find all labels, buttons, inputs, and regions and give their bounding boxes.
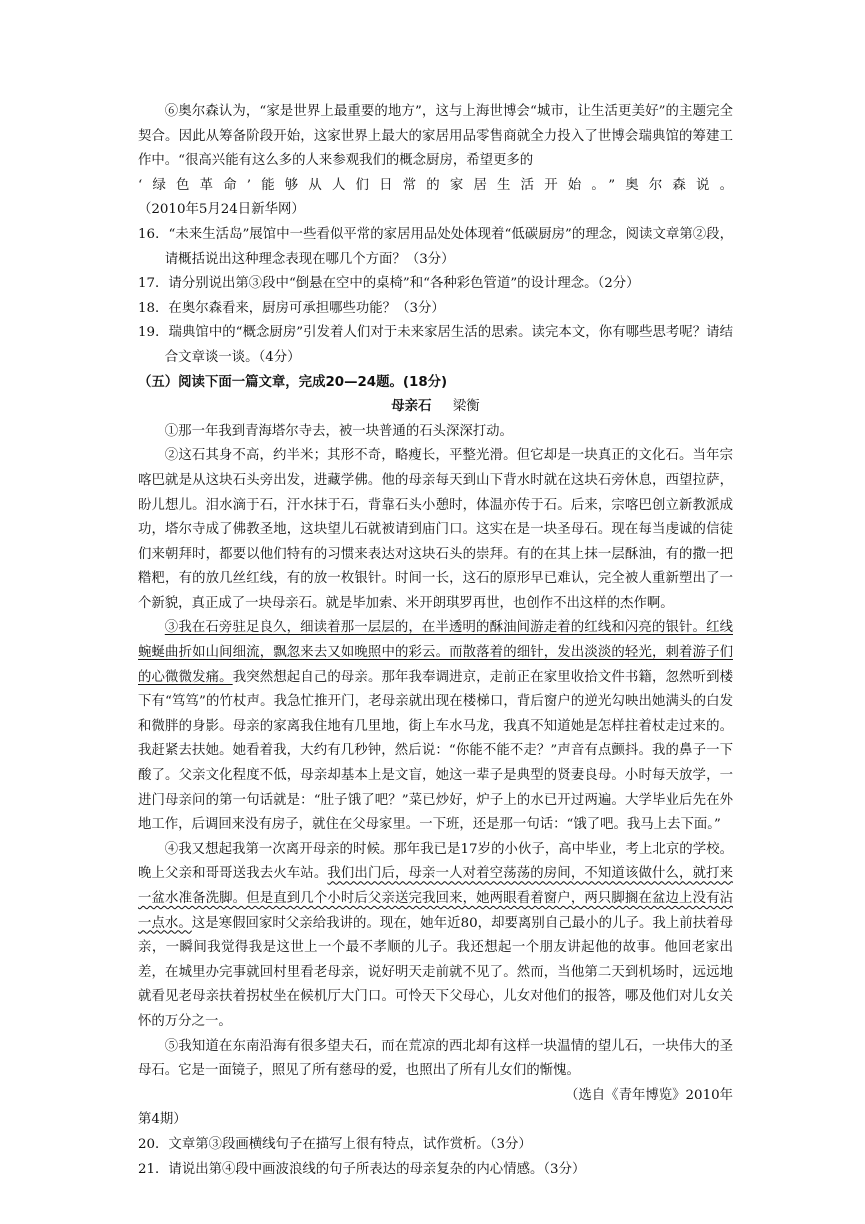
article-paragraph-4: [138, 838, 733, 1035]
article-heading: [138, 395, 733, 420]
underlined-sentence: ③我在石旁驻足良久，细读着那一层层的，在半透明的酥油间游走着的红线和闪亮的银针。红线蜿蜒曲折如山间细流，飘忽来去又如晚照中的彩云。而散落着的细针，发出淡淡的轻光，刺着游子们的心微微发痛。: [138, 620, 733, 685]
paragraph-6-source: （2010年5月24日新华网）: [138, 202, 305, 218]
article-paragraph-5: ⑤我知道在东南沿海有很多望夫石，而在荒凉的西北却有这样一块温情的望儿石，一块伟大的圣母石。它是一面镜子，照见了所有慈母的爱，也照出了所有儿女们的惭愧。: [138, 1038, 733, 1079]
paragraph-4-after: 这是寒假回家时父亲给我讲的。现在，她年近80，却要离别自己最小的儿子。我上前扶着母亲，一瞬间我觉得我是这世上一个最不孝顺的儿子。我还想起一个朋友讲起他的故事。他回老家出差，在城里办完事就回村里看老母亲，说好明天走前就不见了。然而，当他第二天到机场时，远远地就看见老母亲扶着拐杖坐在候机厅大门口。可怜天下父母心，儿女对他们的报答，哪及他们对儿女关怀的万分之一。: [138, 915, 733, 1029]
paragraph-4-before: ④我又想起我第一次离开母亲的时候。那年我已是17岁的小伙子，高中毕业，考上北京的学校。晚上父亲和哥哥送我去火车站。: [138, 841, 733, 882]
question-21: 21．请说出第④段中画波浪线的句子所表达的母亲复杂的内心情感。（3分）: [138, 1161, 586, 1177]
article-title: 母亲石: [391, 399, 432, 415]
citation-line-1: （选自《青年博览》2010年: [565, 1087, 733, 1103]
paragraph-6: [138, 100, 733, 174]
article-paragraph-3: [138, 616, 733, 837]
question-20: 20．文章第③段画横线句子在描写上很有特点，试作赏析。（3分）: [138, 1136, 532, 1152]
article-author: 梁衡: [452, 399, 480, 415]
question-17: 17．请分别说出第③段中“倒悬在空中的桌椅”和“各种彩色管道”的设计理念。（2分）: [138, 276, 640, 292]
section-5-heading: （五）阅读下面一篇文章，完成20—24题。(18分): [138, 374, 448, 390]
paragraph-6-text: ⑥奥尔森认为，“家是世界上最重要的地方”，这与上海世博会“城市，让生活更美好”的主题完全契合。因此从筹备阶段开始，这家世界上最大的家居用品零售商就全力投入了世博会瑞典馆的筹建工作中。“很高兴能有这么多的人来参观我们的概念厨房，希望更多的: [138, 104, 733, 169]
wavy-underlined-sentence: 我们出门后，母亲一人对着空荡荡的房间，不知道该做什么，就打来一盆水准备洗脚。但是直到几个小时后父亲送完我回来，她两眼看着窗户，两只脚搁在盆边上没有沾一点水。: [138, 866, 734, 931]
question-18: 18．在奥尔森看来，厨房可承担哪些功能？（3分）: [138, 300, 445, 316]
paragraph-3-rest: 我突然想起自己的母亲。那年我奉调进京，走前正在家里收拾文件书籍，忽然听到楼下有“笃笃”的竹杖声。我急忙推开门，老母亲就出现在楼梯口，背后窗户的逆光勾映出她满头的白发和微胖的身影。母亲的家离我住地有几里地，街上车水马龙，我真不知道她是怎样拄着杖走过来的。我赶紧去扶她。她看着我，大约有几秒钟，然后说：“你能不能不走？”声音有点颤抖。我的鼻子一下酸了。父亲文化程度不低，母亲却基本上是文盲，她这一辈子是典型的贤妻良母。小时每天放学，一进门母亲问的第一句话就是：“肚子饿了吧？”菜已炒好，炉子上的水已开过两遍。大学毕业后先在外地工作，后调回来没有房子，就住在父母家里。一下班，还是那一句话：“饿了吧。我马上去下面。”: [138, 669, 734, 833]
article-paragraph-2: ②这石其身不高，约半米；其形不奇，略瘦长，平整光滑。但它却是一块真正的文化石。当年宗喀巴就是从这块石头旁出发，进藏学佛。他的母亲每天到山下背水时就在这块石旁休息，西望拉萨，盼儿想儿。泪水滴于石，汗水抹于石，背靠石头小憩时，体温亦传于石。后来，宗喀巴创立新教派成功，塔尔寺成了佛教圣地，这块望儿石就被请到庙门口。这实在是一块圣母石。现在每当虔诚的信徒们来朝拜时，都要以他们特有的习惯来表达对这块石头的崇拜。有的在其上抹一层酥油，有的撒一把糌粑，有的放几丝红线，有的放一枚银针。时间一长，这石的原形早已难认，完全被人重新塑出了一个新貌，真正成了一块母亲石。就是毕加索、米开朗琪罗再世，也创作不出这样的杰作啊。: [138, 448, 733, 611]
citation-line-2: 第4期）: [138, 1112, 187, 1128]
article-paragraph-1: ①那一年我到青海塔尔寺去，被一块普通的石头深深打动。: [164, 423, 513, 439]
paragraph-6-quote: ‘绿色革命’能够从人们日常的家居生活开始。”奥尔森说。: [138, 177, 733, 193]
question-16: 16．“未来生活岛”展馆中一些看似平常的家居用品处处体现着“低碳厨房”的理念，阅读文章第②段，请概括说出这种理念表现在哪几个方面？（3分）: [138, 226, 733, 267]
question-19: 19．瑞典馆中的“概念厨房”引发着人们对于未来家居生活的思索。读完本文，你有哪些思考呢？请结合文章谈一谈。（4分）: [138, 325, 733, 365]
